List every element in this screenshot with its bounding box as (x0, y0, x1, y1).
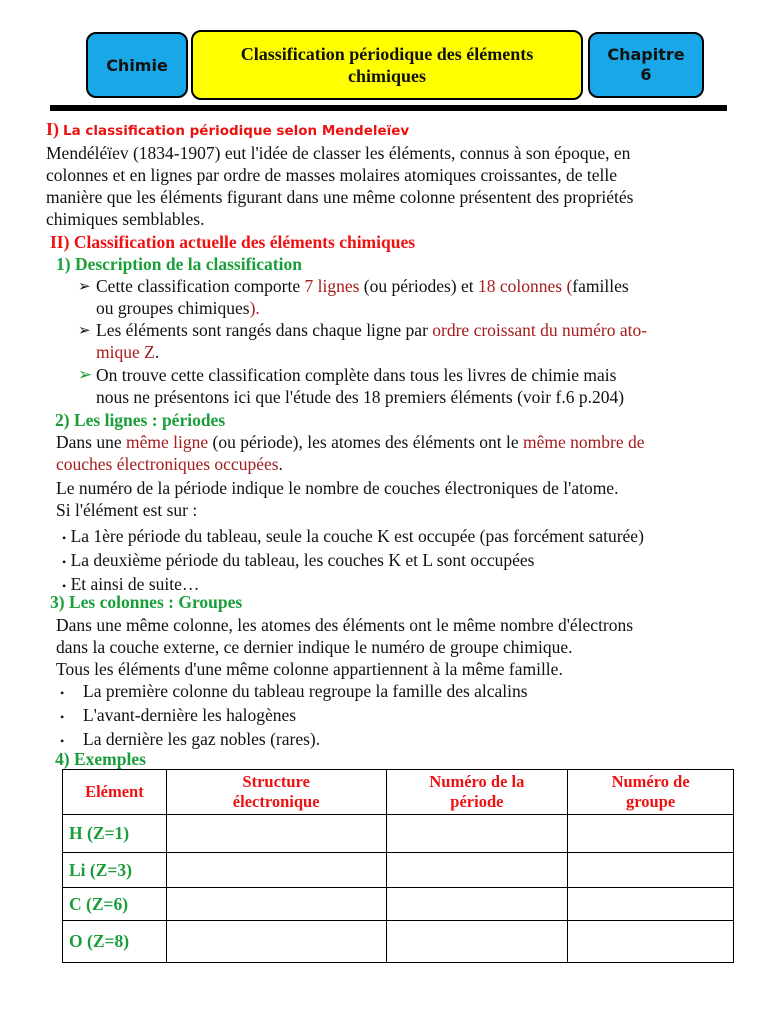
table-row (63, 888, 734, 921)
text-line: Le numéro de la période indique le nombre de couches électroniques de l'atome. (56, 478, 619, 498)
page-title: Classification périodique des éléments chimiques (240, 44, 534, 86)
chapter-badge (588, 32, 704, 98)
text: . (154, 342, 160, 362)
bullet-classification (96, 275, 629, 319)
group-cell[interactable] (568, 815, 734, 853)
text-line: manière que les éléments figurant dans une même colonne présentent des propriétés (46, 187, 634, 207)
structure-cell[interactable] (166, 815, 386, 853)
section1-number: I) (46, 119, 59, 139)
highlight-text: ordre croissant du numéro ato- (432, 320, 648, 340)
text-line: chimiques semblables. (46, 209, 205, 229)
highlight-text: 18 colonnes ( (478, 276, 573, 296)
list-item: • La 1ère période du tableau, seule la couche K est occupée (pas forcément saturée) (62, 526, 644, 546)
text: (ou période), les atomes des éléments ont le (208, 432, 524, 452)
text: . (278, 454, 283, 474)
list-item: • La deuxième période du tableau, les couches K et L sont occupées (62, 550, 535, 570)
group-cell[interactable] (568, 853, 734, 888)
text: Cette classification comporte (96, 276, 305, 296)
text-line: dans la couche externe, ce dernier indique le numéro de groupe chimique. (56, 637, 573, 657)
subject-badge (86, 32, 188, 98)
highlight-text: même ligne (125, 432, 209, 452)
text: ou groupes chimiques (96, 298, 250, 318)
groups-bullet-list (60, 680, 528, 752)
highlight-text: même nombre de (523, 432, 645, 452)
subsection2-heading: 2) Les lignes : périodes (55, 410, 226, 430)
text-line: On trouve cette classification complète dans tous les livres de chimie mais (96, 365, 617, 385)
page-title-box (191, 30, 583, 100)
table-header: Numéro de la période (386, 770, 568, 815)
section1-title: La classification périodique selon Mendeleïev (63, 123, 410, 139)
list-item: • La dernière les gaz nobles (rares). (60, 729, 321, 749)
structure-cell[interactable] (166, 888, 386, 921)
element-cell: O (Z=8) (63, 921, 167, 963)
section1-heading (46, 119, 409, 140)
table-row (63, 815, 734, 853)
subsection4-heading: 4) Exemples (55, 749, 146, 769)
period-cell[interactable] (386, 888, 568, 921)
table-row (63, 853, 734, 888)
examples-table (62, 769, 734, 963)
list-item: • La première colonne du tableau regroupe la famille des alcalins (60, 681, 528, 701)
text-line: colonnes et en lignes par ordre de masses molaires atomiques croissantes, de telle (46, 165, 618, 185)
text-line: Mendéléïev (1834-1907) eut l'idée de classer les éléments, connus à son époque, en (46, 143, 631, 163)
group-cell[interactable] (568, 888, 734, 921)
colonnes-paragraph (56, 614, 633, 680)
highlight-text: mique Z (96, 342, 155, 362)
chapter-label: Chapitre 6 (607, 45, 685, 84)
element-cell: Li (Z=3) (63, 853, 167, 888)
element-cell: C (Z=6) (63, 888, 167, 921)
arrow-bullet-icon: ➢ (78, 365, 93, 384)
subsection3-heading: 3) Les colonnes : Groupes (50, 592, 243, 612)
text-line: Tous les éléments d'une même colonne appartiennent à la même famille. (56, 659, 563, 679)
text: familles (572, 276, 629, 296)
table-header: Elément (63, 770, 167, 815)
table-header-row (63, 770, 734, 815)
text: Dans une (56, 432, 126, 452)
bullet-books (96, 364, 624, 408)
highlight-text: 7 lignes (304, 276, 360, 296)
period-cell[interactable] (386, 815, 568, 853)
period-cell[interactable] (386, 853, 568, 888)
subsection1-heading: 1) Description de la classification (56, 254, 302, 274)
text-line: Si l'élément est sur : (56, 500, 198, 520)
text-line: nous ne présentons ici que l'étude des 18 premiers éléments (voir f.6 p.204) (96, 387, 625, 407)
arrow-bullet-icon: ➢ (78, 323, 91, 339)
group-cell[interactable] (568, 921, 734, 963)
arrow-bullet-icon: ➢ (78, 279, 91, 295)
bullet-ordering (96, 319, 647, 363)
text-line: Dans une même colonne, les atomes des éléments ont le même nombre d'électrons (56, 615, 634, 635)
text: Les éléments sont rangés dans chaque ligne par (96, 320, 433, 340)
header-divider (50, 105, 727, 111)
highlight-text: couches électroniques occupées (56, 454, 279, 474)
table-header: Numéro de groupe (568, 770, 734, 815)
text: (ou périodes) et (359, 276, 478, 296)
element-cell: H (Z=1) (63, 815, 167, 853)
periods-bullet-list (62, 525, 644, 597)
section1-paragraph (46, 142, 634, 230)
list-item: • L'avant-dernière les halogènes (60, 705, 297, 725)
lignes-paragraph (56, 431, 645, 521)
structure-cell[interactable] (166, 853, 386, 888)
structure-cell[interactable] (166, 921, 386, 963)
list-item: • Et ainsi de suite… (62, 574, 200, 594)
section2-heading: II) Classification actuelle des éléments chimiques (50, 232, 416, 252)
period-cell[interactable] (386, 921, 568, 963)
table-row (63, 921, 734, 963)
subject-label: Chimie (106, 55, 168, 75)
highlight-text: ). (249, 298, 260, 318)
table-header: Structure électronique (166, 770, 386, 815)
